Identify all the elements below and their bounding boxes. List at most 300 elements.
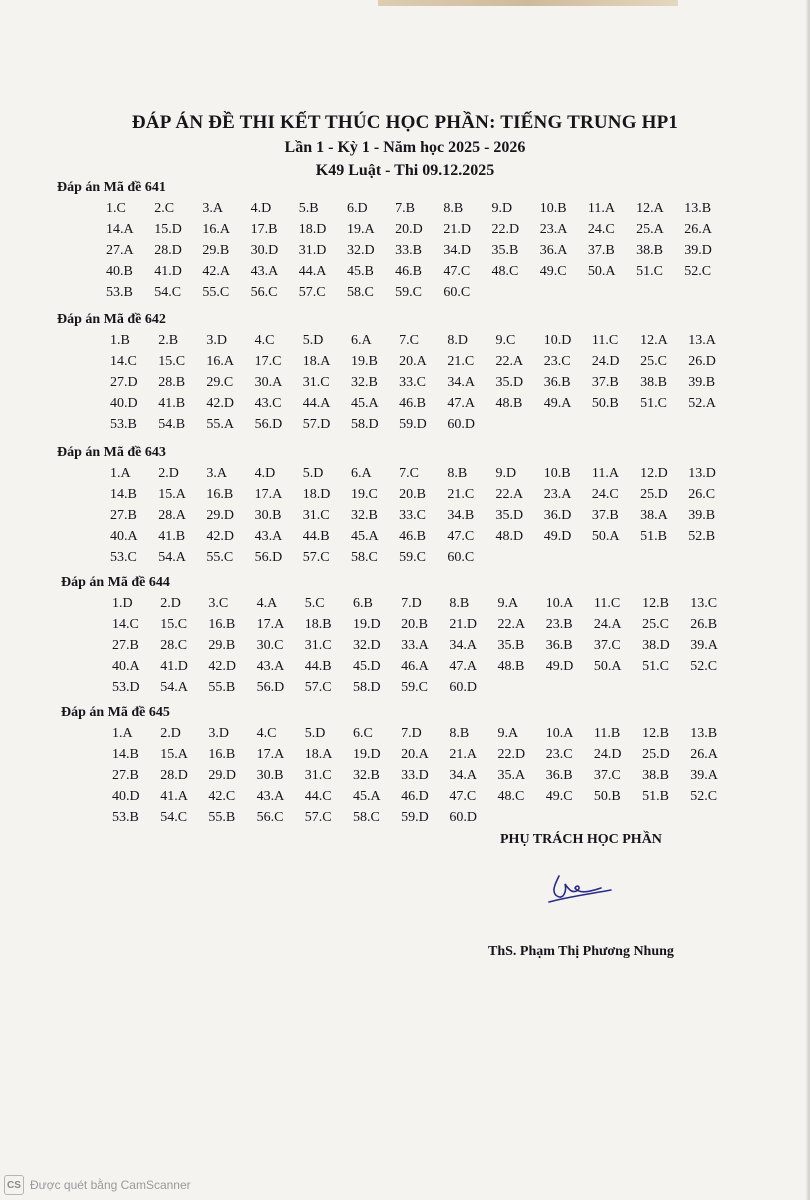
answer-cell: 46.A: [401, 659, 429, 674]
answer-cell: 2.C: [154, 201, 175, 216]
answer-cell: 56.C: [256, 810, 284, 825]
answer-row: [112, 786, 738, 807]
answer-cell: 36.B: [545, 768, 573, 783]
answer-cell: 56.D: [256, 680, 285, 695]
answer-cell: 37.C: [593, 768, 621, 783]
answer-cell: 58.C: [346, 285, 374, 300]
answer-cell: 20.D: [395, 222, 423, 237]
answer-cell: 21.C: [447, 354, 475, 369]
answer-cell: 49.C: [539, 264, 567, 279]
answer-cell: 49.D: [543, 529, 572, 544]
answer-cell: 10.A: [545, 726, 574, 741]
answer-cell: 55.C: [206, 550, 234, 565]
answer-cell: 13.D: [688, 466, 716, 481]
answer-cell: 5.D: [302, 466, 324, 481]
answer-cell: 44.C: [304, 789, 332, 804]
answer-cell: 33.C: [399, 508, 426, 523]
answer-cell: 14.B: [110, 487, 137, 502]
answer-cell: 38.B: [636, 243, 663, 258]
answer-cell: 52.A: [688, 396, 716, 411]
answer-cell: 18.A: [304, 747, 333, 762]
answer-cell: 43.C: [254, 396, 282, 411]
answer-cell: 14.A: [106, 222, 134, 237]
answer-row: [112, 807, 738, 828]
answer-cell: 20.A: [401, 747, 429, 762]
answer-cell: 31.C: [302, 375, 330, 390]
answer-cell: 32.B: [350, 375, 378, 390]
answer-row: [110, 484, 736, 505]
signer-name: ThS. Phạm Thị Phương Nhung: [488, 944, 674, 959]
answer-cell: 41.D: [160, 659, 188, 674]
answer-cell: 11.B: [593, 726, 621, 741]
scan-page-edge: [805, 0, 810, 1200]
answer-cell: 4.D: [250, 201, 272, 216]
answer-cell: 47.C: [443, 264, 471, 279]
answer-cell: 25.C: [640, 354, 667, 369]
answer-cell: 40.D: [110, 396, 138, 411]
answer-cell: 13.B: [690, 726, 718, 741]
answer-cell: 22.D: [491, 222, 520, 237]
answer-cell: 42.C: [208, 789, 236, 804]
answer-cell: 47.C: [449, 789, 477, 804]
answer-cell: 27.D: [110, 375, 138, 390]
answer-cell: 57.C: [304, 680, 332, 695]
answer-cell: 9.D: [491, 201, 513, 216]
answer-row: [110, 372, 736, 393]
answer-cell: 44.A: [302, 396, 331, 411]
answer-cell: 41.A: [160, 789, 188, 804]
answer-cell: 58.D: [350, 417, 379, 432]
answer-grid: [106, 198, 732, 303]
answer-cell: 13.A: [688, 333, 716, 348]
answer-cell: 59.C: [401, 680, 428, 695]
answer-cell: 57.C: [298, 285, 326, 300]
answer-cell: 8.B: [449, 596, 470, 611]
answer-cell: 42.D: [208, 659, 236, 674]
answer-cell: 25.D: [640, 487, 668, 502]
answer-key-label: Đáp án Mã đề 642: [57, 312, 166, 327]
answer-cell: 47.C: [447, 529, 475, 544]
answer-cell: 12.B: [642, 596, 669, 611]
answer-cell: 55.C: [202, 285, 230, 300]
answer-row: [106, 240, 732, 261]
answer-cell: 4.C: [256, 726, 277, 741]
answer-cell: 60.D: [449, 810, 477, 825]
answer-grid: [112, 593, 738, 698]
answer-cell: 21.D: [449, 617, 477, 632]
answer-cell: 21.D: [443, 222, 471, 237]
answer-cell: 25.C: [642, 617, 669, 632]
answer-cell: 7.B: [395, 201, 415, 216]
answer-cell: 27.A: [106, 243, 134, 258]
answer-cell: 31.D: [298, 243, 327, 258]
answer-cell: 6.C: [352, 726, 373, 741]
answer-cell: 1.D: [112, 596, 133, 611]
answer-cell: 5.D: [302, 333, 324, 348]
answer-cell: 46.D: [401, 789, 429, 804]
answer-cell: 1.A: [112, 726, 133, 741]
answer-cell: 2.D: [160, 726, 181, 741]
answer-cell: 23.C: [543, 354, 571, 369]
answer-row: [106, 261, 732, 282]
answer-cell: 54.C: [160, 810, 188, 825]
answer-cell: 17.A: [256, 617, 285, 632]
answer-cell: 28.D: [154, 243, 182, 258]
answer-cell: 55.B: [208, 680, 236, 695]
answer-cell: 8.D: [447, 333, 468, 348]
answer-cell: 40.B: [106, 264, 133, 279]
answer-row: [106, 282, 732, 303]
answer-cell: 60.C: [447, 550, 475, 565]
answer-cell: 9.A: [497, 726, 519, 741]
answer-cell: 5.D: [304, 726, 326, 741]
answer-cell: 7.C: [399, 333, 419, 348]
answer-cell: 59.C: [399, 550, 426, 565]
answer-cell: 28.D: [160, 768, 188, 783]
answer-cell: 2.D: [158, 466, 179, 481]
answer-cell: 8.B: [449, 726, 470, 741]
answer-cell: 14.B: [112, 747, 139, 762]
answer-cell: 6.D: [346, 201, 368, 216]
answer-cell: 53.D: [112, 680, 140, 695]
answer-cell: 60.D: [447, 417, 475, 432]
answer-cell: 59.D: [399, 417, 427, 432]
answer-cell: 26.B: [690, 617, 718, 632]
answer-cell: 32.B: [352, 768, 380, 783]
answer-cell: 4.C: [254, 333, 275, 348]
answer-cell: 57.D: [302, 417, 331, 432]
answer-cell: 37.B: [591, 508, 619, 523]
answer-cell: 22.A: [495, 354, 524, 369]
answer-cell: 30.B: [254, 508, 282, 523]
answer-cell: 53.B: [110, 417, 137, 432]
answer-cell: 2.D: [160, 596, 181, 611]
answer-cell: 9.A: [497, 596, 519, 611]
answer-cell: 26.D: [688, 354, 716, 369]
answer-cell: 23.B: [545, 617, 573, 632]
answer-cell: 54.C: [154, 285, 182, 300]
answer-cell: 18.D: [302, 487, 331, 502]
answer-cell: 37.B: [591, 375, 619, 390]
answer-cell: 20.B: [401, 617, 428, 632]
answer-cell: 47.A: [449, 659, 477, 674]
answer-cell: 54.A: [158, 550, 186, 565]
document-subtitle: Lần 1 - Kỳ 1 - Năm học 2025 - 2026: [284, 139, 526, 156]
answer-cell: 1.B: [110, 333, 130, 348]
answer-grid: [112, 723, 738, 828]
answer-cell: 24.C: [591, 487, 619, 502]
answer-cell: 36.D: [543, 508, 572, 523]
answer-row: [112, 744, 738, 765]
answer-row: [110, 393, 736, 414]
answer-cell: 28.A: [158, 508, 186, 523]
answer-cell: 18.B: [304, 617, 332, 632]
answer-cell: 10.B: [539, 201, 567, 216]
answer-cell: 25.D: [642, 747, 670, 762]
answer-cell: 57.C: [302, 550, 330, 565]
answer-cell: 5.B: [298, 201, 319, 216]
answer-cell: 29.B: [202, 243, 230, 258]
answer-cell: 16.B: [206, 487, 234, 502]
answer-cell: 38.B: [640, 375, 667, 390]
answer-cell: 49.A: [543, 396, 572, 411]
answer-cell: 45.A: [350, 396, 379, 411]
answer-cell: 37.C: [593, 638, 621, 653]
answer-cell: 56.C: [250, 285, 278, 300]
answer-cell: 7.D: [401, 726, 422, 741]
answer-cell: 23.C: [545, 747, 573, 762]
answer-cell: 56.D: [254, 417, 283, 432]
answer-cell: 17.B: [250, 222, 278, 237]
answer-cell: 37.B: [587, 243, 615, 258]
answer-row: [110, 505, 736, 526]
answer-cell: 45.D: [352, 659, 381, 674]
answer-cell: 34.A: [447, 375, 475, 390]
answer-cell: 3.C: [208, 596, 229, 611]
answer-cell: 52.C: [690, 659, 718, 674]
answer-cell: 56.D: [254, 550, 283, 565]
answer-cell: 29.B: [208, 638, 236, 653]
answer-cell: 58.C: [350, 550, 378, 565]
answer-row: [112, 614, 738, 635]
answer-cell: 30.D: [250, 243, 279, 258]
answer-cell: 20.A: [399, 354, 427, 369]
answer-cell: 54.B: [158, 417, 186, 432]
answer-cell: 48.C: [497, 789, 525, 804]
answer-cell: 50.A: [587, 264, 616, 279]
answer-cell: 26.A: [684, 222, 712, 237]
answer-row: [106, 219, 732, 240]
answer-cell: 18.D: [298, 222, 327, 237]
answer-cell: 53.B: [112, 810, 139, 825]
answer-cell: 8.B: [447, 466, 468, 481]
answer-key-644: [61, 575, 738, 698]
answer-cell: 11.C: [593, 596, 621, 611]
answer-cell: 41.D: [154, 264, 182, 279]
answer-cell: 35.B: [491, 243, 519, 258]
answer-cell: 24.C: [587, 222, 615, 237]
answer-grid: [110, 330, 736, 435]
answer-cell: 58.D: [352, 680, 381, 695]
answer-key-643: [57, 445, 736, 568]
answer-cell: 34.A: [449, 638, 477, 653]
answer-cell: 35.D: [495, 508, 524, 523]
answer-cell: 47.A: [447, 396, 475, 411]
answer-key-label: Đáp án Mã đề 645: [61, 705, 170, 720]
answer-cell: 13.C: [690, 596, 718, 611]
signature-mark: [545, 870, 615, 910]
answer-cell: 36.A: [539, 243, 568, 258]
scan-tape-strip: [378, 0, 678, 6]
answer-cell: 44.B: [304, 659, 332, 674]
answer-row: [110, 330, 736, 351]
answer-cell: 51.C: [642, 659, 669, 674]
answer-key-label: Đáp án Mã đề 641: [57, 180, 166, 195]
answer-cell: 40.A: [112, 659, 140, 674]
answer-row: [110, 463, 736, 484]
answer-cell: 15.A: [158, 487, 186, 502]
answer-cell: 55.A: [206, 417, 234, 432]
answer-cell: 52.C: [690, 789, 718, 804]
answer-cell: 22.A: [497, 617, 526, 632]
answer-cell: 22.A: [495, 487, 524, 502]
answer-cell: 52.C: [684, 264, 712, 279]
answer-cell: 30.A: [254, 375, 283, 390]
answer-cell: 30.B: [256, 768, 284, 783]
answer-grid: [110, 463, 736, 568]
answer-cell: 26.A: [690, 747, 718, 762]
answer-row: [106, 198, 732, 219]
answer-cell: 3.D: [208, 726, 229, 741]
answer-cell: 12.A: [636, 201, 664, 216]
answer-cell: 31.C: [304, 768, 332, 783]
answer-cell: 30.C: [256, 638, 284, 653]
answer-cell: 48.D: [495, 529, 524, 544]
answer-cell: 29.D: [206, 508, 234, 523]
answer-cell: 2.B: [158, 333, 179, 348]
answer-cell: 27.B: [110, 508, 137, 523]
answer-cell: 58.C: [352, 810, 380, 825]
answer-cell: 3.D: [206, 333, 227, 348]
answer-cell: 25.A: [636, 222, 664, 237]
answer-cell: 29.C: [206, 375, 234, 390]
answer-cell: 1.A: [110, 466, 131, 481]
answer-key-641: [57, 180, 732, 303]
answer-row: [110, 547, 736, 568]
exam-info-line: K49 Luật - Thi 09.12.2025: [315, 162, 495, 179]
answer-cell: 36.B: [545, 638, 573, 653]
answer-cell: 9.D: [495, 466, 517, 481]
answer-cell: 7.C: [399, 466, 419, 481]
answer-cell: 4.A: [256, 596, 278, 611]
answer-cell: 19.D: [352, 617, 381, 632]
answer-cell: 36.B: [543, 375, 571, 390]
answer-cell: 3.A: [206, 466, 227, 481]
answer-cell: 7.D: [401, 596, 422, 611]
answer-cell: 12.D: [640, 466, 668, 481]
answer-cell: 13.B: [684, 201, 712, 216]
answer-cell: 14.C: [110, 354, 137, 369]
answer-cell: 53.C: [110, 550, 137, 565]
answer-cell: 33.A: [401, 638, 429, 653]
answer-cell: 5.C: [304, 596, 325, 611]
answer-cell: 39.B: [688, 508, 716, 523]
camscanner-logo-icon: CS: [4, 1175, 24, 1195]
answer-cell: 35.D: [495, 375, 524, 390]
answer-cell: 51.C: [636, 264, 663, 279]
answer-cell: 24.A: [593, 617, 622, 632]
answer-cell: 4.D: [254, 466, 276, 481]
answer-cell: 16.A: [202, 222, 230, 237]
answer-cell: 60.C: [443, 285, 471, 300]
answer-cell: 19.D: [352, 747, 381, 762]
answer-cell: 46.B: [395, 264, 422, 279]
answer-cell: 10.B: [543, 466, 571, 481]
answer-cell: 49.C: [545, 789, 573, 804]
answer-cell: 32.B: [350, 508, 378, 523]
answer-cell: 49.D: [545, 659, 574, 674]
answer-cell: 50.A: [591, 529, 620, 544]
answer-cell: 19.C: [350, 487, 378, 502]
answer-cell: 31.C: [302, 508, 330, 523]
answer-cell: 51.C: [640, 396, 667, 411]
answer-cell: 44.A: [298, 264, 327, 279]
answer-cell: 52.B: [688, 529, 716, 544]
answer-key-label: Đáp án Mã đề 644: [61, 575, 170, 590]
answer-cell: 46.B: [399, 529, 426, 544]
answer-cell: 12.A: [640, 333, 668, 348]
answer-cell: 15.C: [158, 354, 186, 369]
answer-cell: 3.A: [202, 201, 223, 216]
answer-cell: 11.C: [591, 333, 619, 348]
answer-cell: 60.D: [449, 680, 477, 695]
answer-cell: 33.B: [395, 243, 422, 258]
answer-cell: 17.A: [254, 487, 283, 502]
answer-cell: 50.B: [593, 789, 621, 804]
answer-cell: 43.A: [256, 789, 285, 804]
answer-cell: 16.A: [206, 354, 234, 369]
answer-cell: 28.C: [160, 638, 188, 653]
answer-cell: 34.D: [443, 243, 471, 258]
answer-cell: 9.C: [495, 333, 516, 348]
answer-row: [112, 635, 738, 656]
answer-row: [112, 723, 738, 744]
answer-cell: 14.C: [112, 617, 139, 632]
answer-cell: 6.A: [350, 333, 372, 348]
answer-cell: 38.B: [642, 768, 669, 783]
responsible-title: PHỤ TRÁCH HỌC PHẦN: [500, 832, 662, 847]
answer-cell: 32.D: [352, 638, 381, 653]
answer-cell: 6.B: [352, 596, 373, 611]
answer-cell: 50.A: [593, 659, 622, 674]
answer-row: [110, 526, 736, 547]
answer-cell: 33.D: [401, 768, 429, 783]
document-title: ĐÁP ÁN ĐỀ THI KẾT THÚC HỌC PHẦN: TIẾNG TRUNG HP1: [131, 112, 679, 133]
answer-cell: 42.D: [206, 529, 234, 544]
answer-cell: 43.A: [254, 529, 283, 544]
answer-cell: 31.C: [304, 638, 332, 653]
camscanner-text: Được quét bằng CamScanner: [30, 1178, 191, 1192]
answer-cell: 44.B: [302, 529, 330, 544]
answer-cell: 23.A: [539, 222, 568, 237]
answer-cell: 15.C: [160, 617, 188, 632]
answer-cell: 46.B: [399, 396, 426, 411]
answer-cell: 26.C: [688, 487, 716, 502]
answer-cell: 48.B: [495, 396, 523, 411]
answer-row: [112, 765, 738, 786]
answer-cell: 50.B: [591, 396, 619, 411]
answer-cell: 34.A: [449, 768, 477, 783]
answer-cell: 11.A: [587, 201, 615, 216]
answer-cell: 20.B: [399, 487, 426, 502]
answer-cell: 41.B: [158, 396, 186, 411]
answer-cell: 42.A: [202, 264, 230, 279]
answer-cell: 22.D: [497, 747, 526, 762]
answer-cell: 1.C: [106, 201, 126, 216]
answer-cell: 15.D: [154, 222, 182, 237]
answer-cell: 48.B: [497, 659, 525, 674]
answer-cell: 39.A: [690, 768, 718, 783]
answer-cell: 39.A: [690, 638, 718, 653]
answer-cell: 59.D: [401, 810, 429, 825]
answer-row: [112, 593, 738, 614]
answer-cell: 45.B: [346, 264, 374, 279]
answer-key-642: [57, 312, 736, 435]
answer-cell: 38.D: [642, 638, 670, 653]
answer-cell: 27.B: [112, 638, 139, 653]
answer-cell: 57.C: [304, 810, 332, 825]
answer-cell: 38.A: [640, 508, 668, 523]
